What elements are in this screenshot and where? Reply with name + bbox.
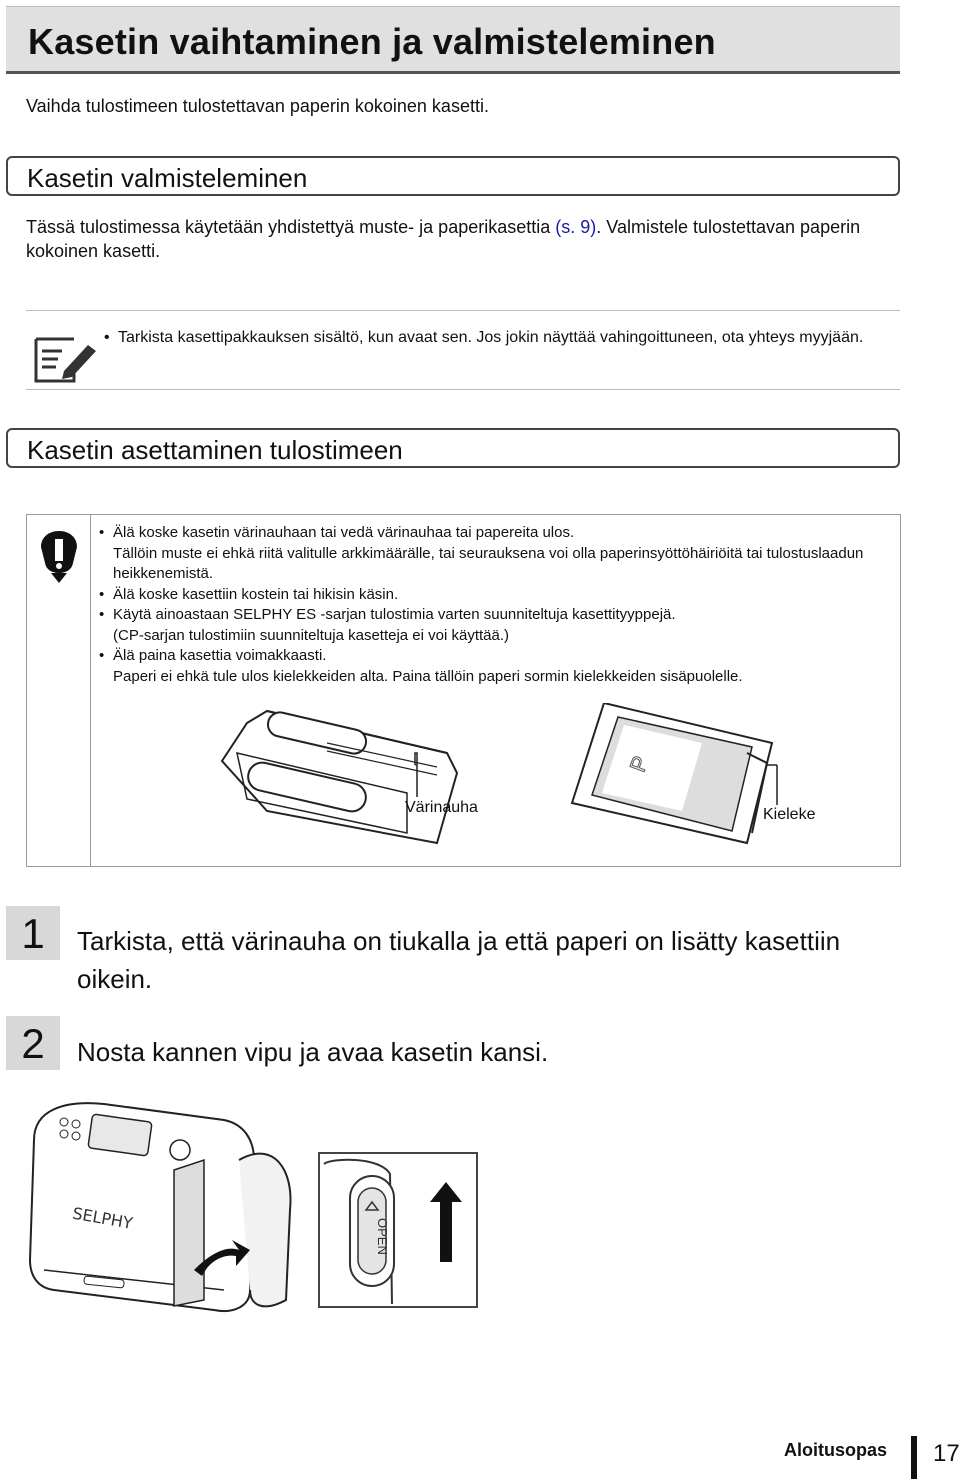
section-heading-text: Kasetin asettaminen tulostimeen bbox=[27, 435, 403, 465]
bullet: • bbox=[104, 329, 110, 346]
page-reference-link[interactable]: (s. 9) bbox=[555, 217, 597, 237]
note-box bbox=[26, 310, 900, 390]
lever-zoom-detail bbox=[318, 1152, 478, 1308]
step-number-1: 1 bbox=[6, 906, 60, 960]
lever-detail-drawing bbox=[320, 1154, 476, 1306]
paper-mark: P bbox=[624, 752, 654, 776]
cassette-paper-illustration bbox=[542, 703, 812, 853]
note-content: Tarkista kasettipakkauksen sisältö, kun avaat sen. Jos jokin näyttää vahingoittuneen, ota yhteys myyjään. bbox=[118, 329, 864, 346]
title-bar bbox=[6, 6, 900, 74]
paragraph-text: Tässä tulostimessa käytetään yhdistettyä muste- ja paperikasettia bbox=[26, 217, 556, 237]
footer-section-label: Aloitusopas bbox=[784, 1440, 888, 1460]
preparation-paragraph bbox=[26, 215, 906, 263]
caution-list bbox=[99, 523, 893, 687]
intro-text: Vaihda tulostimeen tulostettavan paperin kokoinen kasetti. bbox=[26, 96, 489, 116]
caution-box bbox=[26, 514, 901, 867]
arrow-up-icon bbox=[430, 1182, 462, 1262]
note-text bbox=[104, 327, 898, 349]
section-heading-insert bbox=[6, 428, 900, 468]
section-heading-preparation bbox=[6, 156, 900, 196]
caution-item: • Älä koske kasettiin kostein tai hikisin käsin. bbox=[99, 585, 399, 603]
page-title: Kasetin vaihtaminen ja valmisteleminen bbox=[28, 21, 716, 62]
caution-sidebar bbox=[27, 515, 91, 866]
cassette-ribbon-illustration bbox=[207, 703, 467, 853]
step-number-2: 2 bbox=[6, 1016, 60, 1070]
paragraph-text-cont: . Valmistele tulostettavan paperin kokoinen kasetti. bbox=[26, 217, 861, 261]
lever-label: OPEN bbox=[375, 1218, 390, 1255]
memo-pencil-icon bbox=[34, 331, 98, 383]
caution-item: • Älä paina kasettia voimakkaasti. Paperi ei ehkä tule ulos kielekkeiden alta. Paina tällöin paperi sormin kielekkeiden sisäpuolelle. bbox=[99, 647, 743, 685]
brand-logo: SELPHY bbox=[71, 1203, 135, 1233]
caution-item: • Käytä ainoastaan SELPHY ES -sarjan tulostimia varten suunniteltuja kasettityyppejä. (CP-sarjan tulostimiin suunniteltuja kasetteja ei voi käyttää.) bbox=[99, 606, 676, 644]
caution-exclamation-icon bbox=[39, 529, 79, 585]
step-text-1: Tarkista, että värinauha on tiukalla ja että paperi on lisätty kasettiin oikein. bbox=[77, 926, 841, 994]
caution-item: • Älä koske kasetin värinauhaan tai vedä värinauhaa tai papereita ulos. Tällöin muste ei ehkä riitä valitulle arkkimäärälle, tai seurauksena voi olla paperinsyöttöhäiriöitä tai tulostuslaadun heikkenemistä. bbox=[99, 524, 864, 582]
tab-label: Kieleke bbox=[763, 806, 816, 823]
footer-divider bbox=[911, 1436, 917, 1479]
printer-illustration bbox=[24, 1100, 304, 1320]
step-text-2: Nosta kannen vipu ja avaa kasetin kansi. bbox=[77, 1037, 549, 1067]
page-number: 17 bbox=[933, 1440, 960, 1467]
section-heading-text: Kasetin valmisteleminen bbox=[27, 163, 308, 193]
ribbon-label: Värinauha bbox=[405, 799, 478, 816]
